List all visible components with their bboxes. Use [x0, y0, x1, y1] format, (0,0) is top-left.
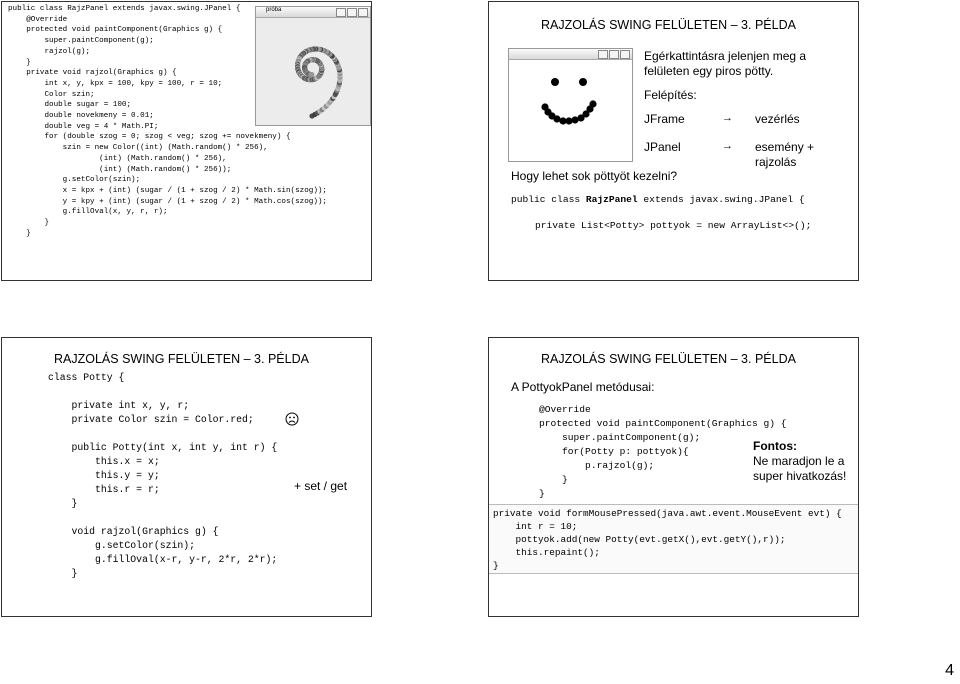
paint-component-code: [539, 403, 787, 501]
code-line: private void rajzol(Graphics g) {: [8, 69, 177, 78]
code-line: }: [8, 219, 50, 228]
jpanel-role-line-2: rajzolás: [755, 155, 797, 169]
slide-title: RAJZOLÁS SWING FELÜLETEN – 3. PÉLDA: [541, 352, 796, 366]
code-line: (int) (Math.random() * 256));: [8, 165, 232, 174]
code-line: }: [8, 58, 31, 67]
code-line: p.rajzol(g);: [539, 460, 655, 471]
window-controls: [598, 50, 630, 59]
code-snippet: [507, 192, 853, 230]
window-title: próba: [266, 7, 282, 13]
structure-label: Felépítés:: [644, 88, 697, 102]
code-line: protected void paintComponent(Graphics g) {: [8, 26, 223, 35]
code-line: (int) (Math.random() * 256),: [8, 154, 227, 163]
code-line: }: [493, 560, 499, 571]
code-line: int r = 10;: [493, 521, 578, 532]
arrow-icon: →: [722, 140, 733, 152]
slide-example-intro: [488, 1, 859, 281]
code-line: x = kpx + (int) (sugar / (1 + szog / 2) * Math.sin(szog));: [8, 186, 327, 195]
code-line: }: [539, 488, 545, 499]
task-line-1: Egérkattintásra jelenjen meg a: [644, 49, 807, 63]
maximize-icon[interactable]: [347, 8, 357, 17]
code-line: class Potty {: [48, 372, 125, 383]
question-text: Hogy lehet sok pöttyöt kezelni?: [511, 169, 678, 183]
code-line: public class RajzPanel extends javax.swing.JPanel {: [8, 5, 241, 13]
code-line: super.paintComponent(g);: [8, 37, 154, 46]
code-line: rajzol(g);: [8, 47, 91, 56]
code-line: this.y = y;: [48, 470, 160, 481]
mouse-pressed-code-box: [488, 504, 859, 574]
slide-panel-methods: [488, 337, 859, 617]
smiley-drawing: [509, 60, 630, 160]
minimize-icon[interactable]: [598, 50, 608, 59]
code-line: super.paintComponent(g);: [539, 432, 701, 443]
code-line: private List<Potty> pottyok = new ArrayList<>();: [535, 220, 812, 231]
slide-subtitle: A PottyokPanel metódusai:: [511, 380, 655, 394]
slide-title: RAJZOLÁS SWING FELÜLETEN – 3. PÉLDA: [54, 352, 309, 366]
note-line-2: super hivatkozás!: [753, 469, 847, 483]
code-line: }: [48, 568, 78, 579]
code-line: [511, 194, 805, 205]
code-line: Color szin;: [8, 90, 95, 99]
note-title: Fontos:: [753, 439, 797, 453]
potty-class-code: [48, 371, 277, 581]
code-line: double novekmeny = 0.01;: [8, 112, 154, 121]
set-get-note: + set / get: [294, 479, 348, 493]
code-line: }: [8, 229, 31, 238]
code-line: int x, y, kpx = 100, kpy = 100, r = 10;: [8, 79, 223, 88]
code-line: y = kpy + (int) (sugar / (1 + szog / 2) * Math.cos(szog));: [8, 197, 327, 206]
close-icon[interactable]: [358, 8, 368, 17]
maximize-icon[interactable]: [609, 50, 619, 59]
slide-title: RAJZOLÁS SWING FELÜLETEN – 3. PÉLDA: [541, 18, 796, 32]
code-line: public Potty(int x, int y, int r) {: [48, 442, 278, 453]
page-number: 4: [945, 662, 954, 679]
close-icon[interactable]: [620, 50, 630, 59]
jframe-label: JFrame: [644, 112, 685, 126]
code-line: g.fillOval(x, y, r, r);: [8, 208, 168, 217]
smiley-preview-window: [508, 48, 633, 162]
jframe-role: vezérlés: [755, 112, 800, 126]
spiral-drawing: [256, 18, 368, 124]
code-line: private int x, y, r;: [48, 400, 190, 411]
mouse-pressed-code: [493, 507, 842, 572]
code-line: g.setColor(szin);: [8, 176, 141, 185]
code-line: szin = new Color((int) (Math.random() * 256),: [8, 144, 268, 153]
code-line: pottyok.add(new Potty(evt.getX(),evt.getY(),r));: [493, 534, 786, 545]
spiral-preview-window: [255, 6, 371, 126]
window-controls: [336, 8, 368, 17]
code-line: double veg = 4 * Math.PI;: [8, 122, 159, 131]
code-line: g.setColor(szin);: [48, 540, 195, 551]
code-line: g.fillOval(x-r, y-r, 2*r, 2*r);: [48, 554, 278, 565]
code-line: private void formMousePressed(java.awt.event.MouseEvent evt) {: [493, 508, 842, 519]
code-line: double sugar = 100;: [8, 101, 132, 110]
code-line: protected void paintComponent(Graphics g) {: [539, 418, 787, 429]
jpanel-label: JPanel: [644, 140, 681, 154]
code-line: }: [539, 474, 568, 485]
task-line-2: felületen egy piros pötty.: [644, 64, 774, 78]
minimize-icon[interactable]: [336, 8, 346, 17]
code-line: @Override: [8, 15, 68, 24]
code-text: extends javax.swing.JPanel {: [637, 194, 805, 205]
window-titlebar: [256, 7, 370, 18]
arrow-icon: →: [722, 112, 733, 124]
code-line: this.r = r;: [48, 484, 160, 495]
code-line: for (double szog = 0; szog < veg; szog += novekmeny) {: [8, 133, 291, 142]
note-line-1: Ne maradjon le a: [753, 454, 845, 468]
slide-potty-class: [1, 337, 372, 617]
class-name: RajzPanel: [585, 194, 638, 205]
code-line: private Color szin = Color.red;: [48, 414, 254, 425]
jpanel-role-line-1: esemény +: [755, 140, 815, 154]
spiral-dot: [309, 72, 314, 77]
code-line: for(Potty p: pottyok){: [539, 446, 689, 457]
code-line: this.x = x;: [48, 456, 160, 467]
slide-spiral-code: [1, 1, 372, 281]
code-text: public class: [511, 194, 586, 205]
frown-icon: [285, 412, 299, 426]
code-line: void rajzol(Graphics g) {: [48, 526, 219, 537]
code-line: }: [48, 498, 78, 509]
code-line: this.repaint();: [493, 547, 600, 558]
code-line: @Override: [539, 404, 591, 415]
window-titlebar: [509, 49, 632, 60]
